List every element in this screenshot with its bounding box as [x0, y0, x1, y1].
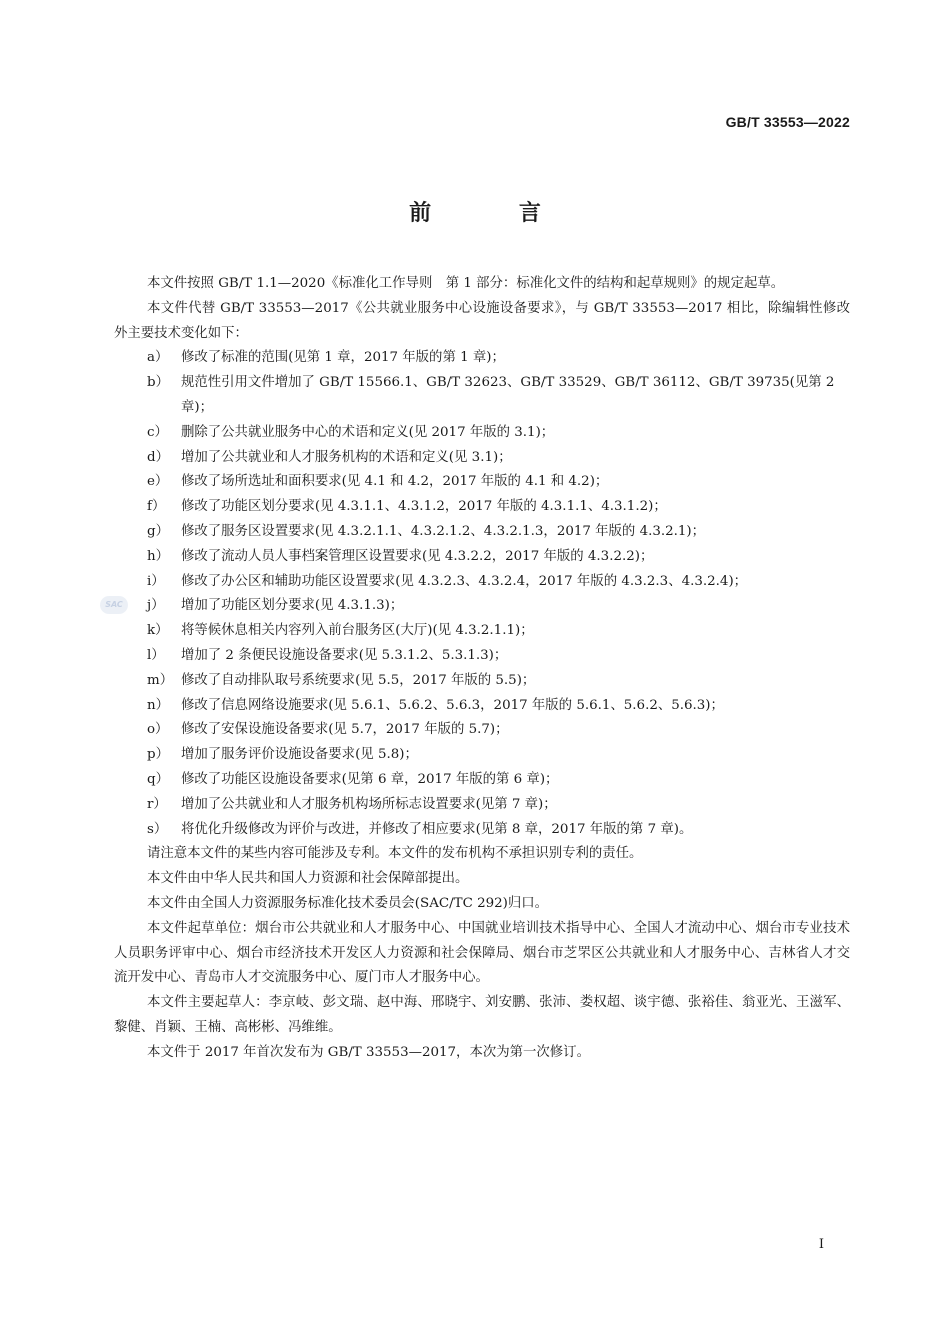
list-item-marker: k）: [147, 623, 169, 639]
list-item-marker: d）: [147, 449, 169, 465]
list-item: [114, 470, 850, 495]
change-list: [114, 346, 850, 842]
list-item: [114, 371, 850, 421]
list-item-marker: r）: [147, 796, 167, 812]
list-item-marker: q）: [147, 771, 169, 787]
list-item-text: 增加了功能区划分要求(见 4.3.1.3)；: [181, 598, 404, 614]
list-item-text: 修改了流动人员人事档案管理区设置要求(见 4.3.2.2，2017 年版的 4.3.2.2)；: [181, 548, 654, 564]
paragraph-proposed-by: 本文件由中华人民共和国人力资源和社会保障部提出。: [147, 871, 469, 887]
list-item-text: 删除了公共就业服务中心的术语和定义(见 2017 年版的 3.1)；: [181, 424, 555, 440]
sac-watermark-logo: SAC: [100, 596, 128, 614]
list-item: [114, 669, 850, 694]
list-item: [114, 619, 850, 644]
list-item-text: 增加了 2 条便民设施设备要求(见 5.3.1.2、5.3.1.3)；: [181, 647, 508, 663]
list-item-marker: s）: [147, 821, 168, 837]
list-item-marker: f）: [147, 499, 166, 515]
list-item: [114, 495, 850, 520]
list-item-marker: a）: [147, 350, 169, 366]
list-item: [114, 768, 850, 793]
list-item-marker: l）: [147, 647, 165, 663]
list-item-text: 修改了功能区划分要求(见 4.3.1.1、4.3.1.2，2017 年版的 4.3.1.1、4.3.1.2)；: [181, 499, 667, 515]
list-item-marker: e）: [147, 474, 169, 490]
list-item-marker: g）: [147, 523, 169, 539]
list-item: [114, 520, 850, 545]
list-item: [114, 644, 850, 669]
list-item: [114, 446, 850, 471]
paragraph-drafters: 本文件主要起草人：李京岐、彭文瑞、赵中海、邢晓宇、刘安鹏、张沛、娄权超、谈宇德、张裕佳、翁亚光、王滋军、黎健、肖颖、王楠、高彬彬、冯维维。: [114, 995, 850, 1035]
list-item-text: 增加了公共就业和人才服务机构的术语和定义(见 3.1)；: [181, 449, 512, 465]
page-title: 前 言: [409, 201, 581, 226]
list-item-marker: h）: [147, 548, 170, 564]
paragraph-drafting-rules: 本文件按照 GB/T 1.1—2020《标准化工作导则 第 1 部分：标准化文件的结构和起草规则》的规定起草。: [147, 276, 785, 291]
paragraph-replaces: 本文件代替 GB/T 33553—2017《公共就业服务中心设施设备要求》，与 GB/T 33553—2017 相比，除编辑性修改外主要技术变化如下：: [114, 300, 850, 341]
list-item-marker: i）: [147, 573, 165, 589]
list-item-marker: o）: [147, 722, 169, 738]
list-item-marker: m）: [147, 672, 174, 688]
list-item-text: 将等候休息相关内容列入前台服务区(大厅)(见 4.3.2.1.1)；: [181, 623, 534, 639]
list-item: [114, 570, 850, 595]
list-item-text: 将优化升级修改为评价与改进，并修改了相应要求(见第 8 章，2017 年版的第 7 章)。: [181, 821, 693, 837]
list-item-text: 增加了服务评价设施设备要求(见 5.8)；: [181, 747, 418, 763]
list-item-text: 修改了功能区设施设备要求(见第 6 章，2017 年版的第 6 章)；: [181, 771, 559, 787]
list-item-text: 修改了安保设施设备要求(见 5.7，2017 年版的 5.7)；: [181, 722, 509, 738]
list-item: [114, 545, 850, 570]
list-item-text: 修改了办公区和辅助功能区设置要求(见 4.3.2.3、4.3.2.4，2017 年版的 4.3.2.3、4.3.2.4)；: [181, 573, 748, 589]
paragraph-patent-notice: 请注意本文件的某些内容可能涉及专利。本文件的发布机构不承担识别专利的责任。: [147, 846, 643, 862]
paragraph-centralized-by: 本文件由全国人力资源服务标准化技术委员会(SAC/TC 292)归口。: [147, 895, 549, 911]
paragraph-drafting-units: 本文件起草单位：烟台市公共就业和人才服务中心、中国就业培训技术指导中心、全国人才流动中心、烟台市专业技术人员职务评审中心、烟台市经济技术开发区人力资源和社会保障局、烟台市芝罘区公共就业和人才服务中心、吉林省人才交流开发中心、青岛市人才交流服务中心、厦门市人才服务中心。: [114, 920, 850, 986]
list-item-marker: j）: [147, 598, 165, 614]
list-item-text: 修改了标准的范围(见第 1 章，2017 年版的第 1 章)；: [181, 350, 505, 366]
list-item: [114, 694, 850, 719]
list-item: [114, 594, 850, 619]
list-item-marker: p）: [147, 747, 169, 763]
list-item: [114, 793, 850, 818]
list-item-text: 规范性引用文件增加了 GB/T 15566.1、GB/T 32623、GB/T 33529、GB/T 36112、GB/T 39735(见第 2 章)；: [181, 375, 835, 415]
paragraph-history: 本文件于 2017 年首次发布为 GB/T 33553—2017，本次为第一次修订。: [147, 1044, 590, 1060]
list-item: [114, 718, 850, 743]
list-item-text: 修改了信息网络设施要求(见 5.6.1、5.6.2、5.6.3，2017 年版的 5.6.1、5.6.2、5.6.3)；: [181, 697, 724, 713]
list-item-marker: c）: [147, 424, 168, 440]
list-item-marker: b）: [147, 375, 169, 391]
list-item-text: 增加了公共就业和人才服务机构场所标志设置要求(见第 7 章)；: [181, 796, 557, 812]
standard-code: GB/T 33553—2022: [725, 114, 850, 130]
foreword-body: [114, 272, 850, 1066]
list-item-text: 修改了场所选址和面积要求(见 4.1 和 4.2，2017 年版的 4.1 和 4.2)；: [181, 474, 609, 490]
page-number: I: [818, 1237, 824, 1252]
list-item-text: 修改了服务区设置要求(见 4.3.2.1.1、4.3.2.1.2、4.3.2.1.3，2017 年版的 4.3.2.1)；: [181, 523, 706, 539]
list-item-text: 修改了自动排队取号系统要求(见 5.5，2017 年版的 5.5)；: [181, 672, 536, 688]
list-item-marker: n）: [147, 697, 170, 713]
list-item: [114, 346, 850, 371]
list-item: [114, 421, 850, 446]
list-item: [114, 743, 850, 768]
list-item: [114, 818, 850, 843]
